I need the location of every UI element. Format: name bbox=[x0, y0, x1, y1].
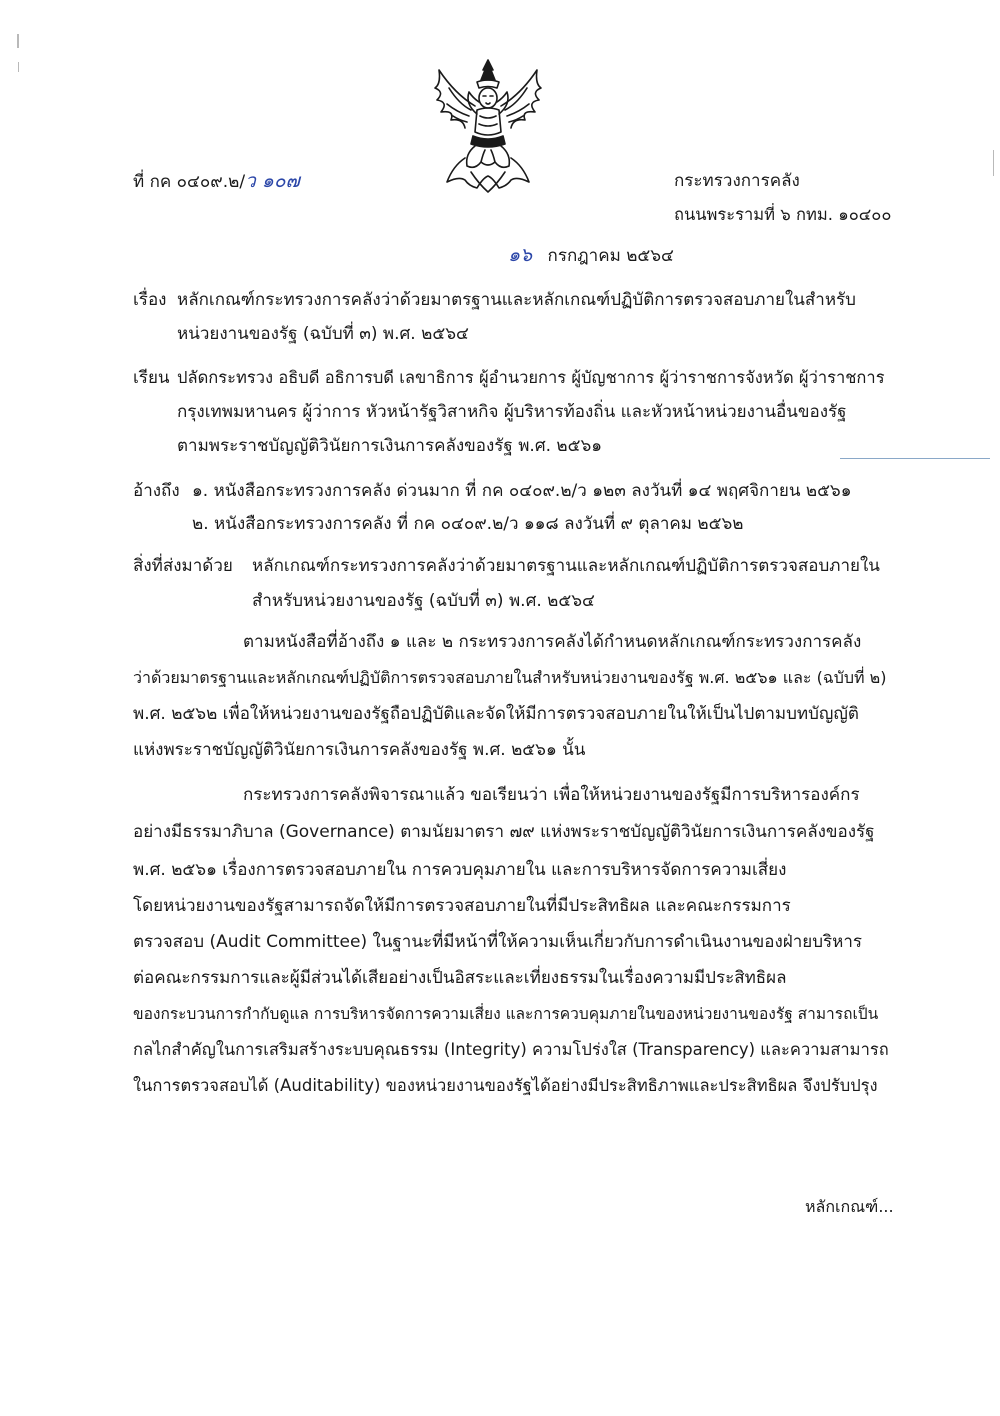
margin-rule bbox=[840, 458, 990, 459]
body-paragraph-line: พ.ศ. ๒๕๖๑ เรื่องการตรวจสอบภายใน การควบคุมภายใน และการบริหารจัดการความเสี่ยง bbox=[133, 860, 787, 880]
body-paragraph-line: ในการตรวจสอบได้ (Auditability) ของหน่วยงานของรัฐได้อย่างมีประสิทธิภาพและประสิทธิผล จึงปรับปรุง bbox=[133, 1076, 878, 1095]
garuda-emblem-icon bbox=[425, 58, 551, 198]
reference-label: อ้างถึง bbox=[133, 481, 180, 501]
body-paragraph-line: ต่อคณะกรรมการและผู้มีส่วนได้เสียอย่างเป็นอิสระและเที่ยงธรรมในเรื่องความมีประสิทธิผล bbox=[133, 968, 787, 988]
subject-line: หน่วยงานของรัฐ (ฉบับที่ ๓) พ.ศ. ๒๕๖๔ bbox=[177, 324, 469, 344]
scan-edge-mark bbox=[18, 62, 19, 72]
body-paragraph-line: พ.ศ. ๒๕๖๒ เพื่อให้หน่วยงานของรัฐถือปฏิบัติและจัดให้มีการตรวจสอบภายในให้เป็นไปตามบทบัญญัติ bbox=[133, 704, 859, 724]
body-paragraph-line: แห่งพระราชบัญญัติวินัยการเงินการคลังของรัฐ พ.ศ. ๒๕๖๑ นั้น bbox=[133, 740, 586, 760]
body-paragraph-line: กลไกสำคัญในการเสริมสร้างระบบคุณธรรม (Integrity) ความโปร่งใส (Transparency) และความสามารถ bbox=[133, 1040, 889, 1059]
document-date bbox=[508, 245, 674, 266]
scan-edge-mark bbox=[17, 34, 19, 48]
body-paragraph-line: อย่างมีธรรมาภิบาล (Governance) ตามนัยมาตรา ๗๙ แห่งพระราชบัญญัติวินัยการเงินการคลังของรัฐ bbox=[133, 822, 875, 842]
ministry-name: กระทรวงการคลัง bbox=[674, 171, 800, 191]
recipient-line: กรุงเทพมหานคร ผู้ว่าการ หัวหน้ารัฐวิสาหกิจ ผู้บริหารท้องถิ่น และหัวหน้าหน่วยงานอื่นของรัฐ bbox=[177, 402, 847, 422]
body-paragraph-line: ตามหนังสือที่อ้างถึง ๑ และ ๒ กระทรวงการคลังได้กำหนดหลักเกณฑ์กระทรวงการคลัง bbox=[243, 632, 862, 652]
reference-number-handwritten: ว ๑๐๗ bbox=[245, 170, 300, 192]
reference-number bbox=[133, 171, 300, 192]
reference-item: ๑. หนังสือกระทรวงการคลัง ด่วนมาก ที่ กค ๐๔๐๙.๒/ว ๑๒๓ ลงวันที่ ๑๔ พฤศจิกายน ๒๕๖๑ bbox=[192, 481, 852, 501]
subject-line: หลักเกณฑ์กระทรวงการคลังว่าด้วยมาตรฐานและหลักเกณฑ์ปฏิบัติการตรวจสอบภายในสำหรับ bbox=[177, 290, 856, 310]
body-paragraph-line: ว่าด้วยมาตรฐานและหลักเกณฑ์ปฏิบัติการตรวจสอบภายในสำหรับหน่วยงานของรัฐ พ.ศ. ๒๕๖๑ และ (ฉบับที่ ๒) bbox=[133, 668, 887, 687]
scan-edge-mark bbox=[993, 150, 994, 176]
enclosure-line: สำหรับหน่วยงานของรัฐ (ฉบับที่ ๓) พ.ศ. ๒๕๖๔ bbox=[252, 591, 595, 611]
recipient-label: เรียน bbox=[133, 368, 170, 388]
reference-item: ๒. หนังสือกระทรวงการคลัง ที่ กค ๐๔๐๙.๒/ว ๑๑๘ ลงวันที่ ๙ ตุลาคม ๒๕๖๒ bbox=[192, 514, 744, 534]
date-month-year: กรกฎาคม ๒๕๖๔ bbox=[547, 246, 674, 266]
body-paragraph-line: ของกระบวนการกำกับดูแล การบริหารจัดการความเสี่ยง และการควบคุมภายในของหน่วยงานของรัฐ สามารถเป็น bbox=[133, 1005, 879, 1023]
body-paragraph-line: กระทรวงการคลังพิจารณาแล้ว ขอเรียนว่า เพื่อให้หน่วยงานของรัฐมีการบริหารองค์กร bbox=[243, 785, 860, 805]
body-paragraph-line: ตรวจสอบ (Audit Committee) ในฐานะที่มีหน้าที่ให้ความเห็นเกี่ยวกับการดำเนินงานของฝ่ายบริหาร bbox=[133, 932, 863, 952]
enclosure-label: สิ่งที่ส่งมาด้วย bbox=[133, 556, 233, 576]
ministry-address: ถนนพระรามที่ ๖ กทม. ๑๐๔๐๐ bbox=[674, 205, 892, 224]
page-continuation: หลักเกณฑ์... bbox=[805, 1197, 894, 1216]
date-day-handwritten: ๑๖ bbox=[508, 244, 533, 266]
reference-number-printed: ที่ กค ๐๔๐๙.๒/ bbox=[133, 172, 246, 192]
recipient-line: ปลัดกระทรวง อธิบดี อธิการบดี เลขาธิการ ผู้อำนวยการ ผู้บัญชาการ ผู้ว่าราชการจังหวัด ผู้ว่าราชการ bbox=[177, 368, 885, 387]
recipient-line: ตามพระราชบัญญัติวินัยการเงินการคลังของรัฐ พ.ศ. ๒๕๖๑ bbox=[177, 436, 603, 456]
enclosure-line: หลักเกณฑ์กระทรวงการคลังว่าด้วยมาตรฐานและหลักเกณฑ์ปฏิบัติการตรวจสอบภายใน bbox=[252, 556, 880, 576]
subject-label: เรื่อง bbox=[133, 290, 167, 310]
body-paragraph-line: โดยหน่วยงานของรัฐสามารถจัดให้มีการตรวจสอบภายในที่มีประสิทธิผล และคณะกรรมการ bbox=[133, 896, 791, 916]
